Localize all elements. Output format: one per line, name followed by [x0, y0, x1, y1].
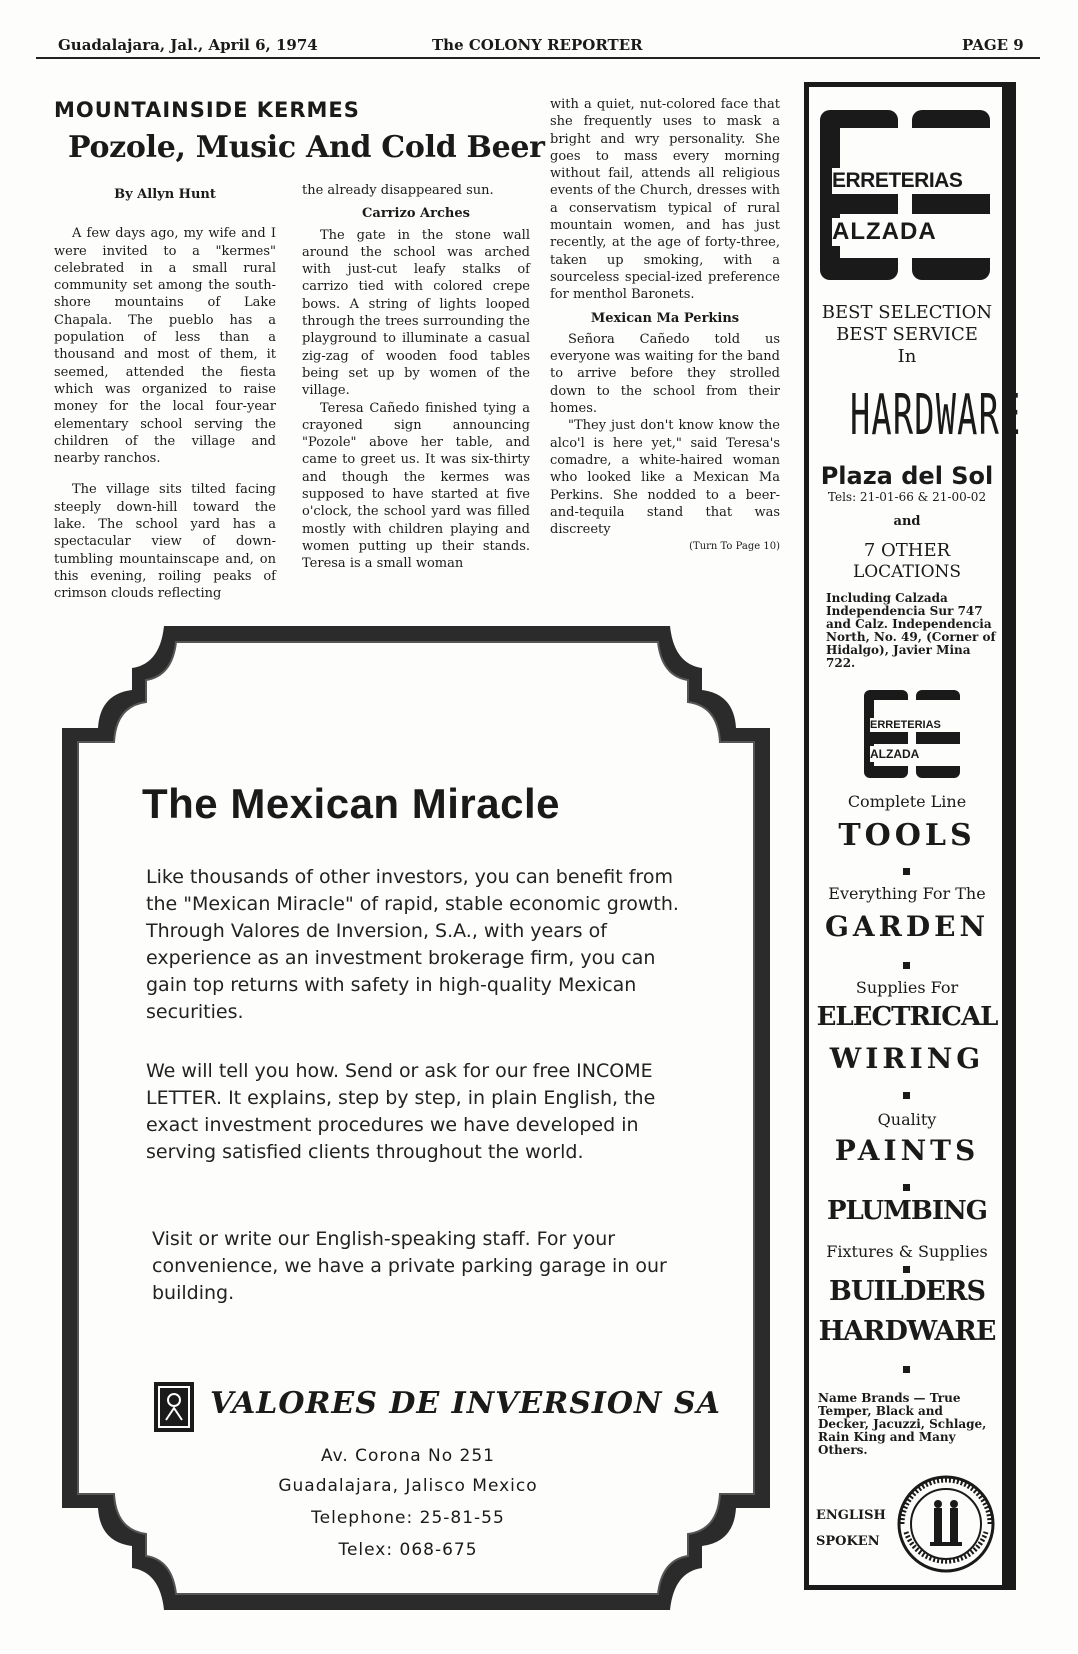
spoken-label: SPOKEN	[816, 1534, 880, 1549]
plaza-del-sol: Plaza del Sol	[820, 462, 994, 490]
paragraph: The gate in the stone wall around the school was arched with just-cut leafy stalks of carrizo tied with colored crepe bows. A string of lights looped through the trees surrounding the playground to illuminate a casual zig-zag of wooden food tables being set up by women of the village.	[302, 227, 530, 399]
logo-line-1: ERRETERIAS	[832, 168, 990, 194]
ad-telex: Telex: 068-675	[338, 1540, 478, 1560]
paragraph: "They just don't know know the alco'l is here yet," said Teresa's comadre, a white-haired woman who looked like a Mexican Ma Perkins. She nodded to a beer-and-tequila stand that was discreety	[550, 418, 780, 538]
ad-paragraph-2: We will tell you how. Send or ask for our free INCOME LETTER. It explains, step by step, in plain English, the exact investment procedures we have developed in serving satisfied clients throughout the world.	[146, 1060, 656, 1163]
best-selection: BEST SELECTION	[821, 302, 993, 323]
byline: By Allyn Hunt	[114, 187, 216, 202]
logo-line-2: ALZADA	[832, 218, 990, 246]
calzada-logo-mark-small-icon	[864, 690, 960, 778]
subhead: Mexican Ma Perkins	[590, 310, 740, 326]
ad-address-city: Guadalajara, Jalisco Mexico	[278, 1476, 538, 1496]
electrical: ELECTRICAL	[816, 1002, 998, 1032]
ferreterias-calzada-logo-small	[864, 690, 960, 778]
logo-small-line-2: ALZADA	[870, 746, 960, 762]
best-service: BEST SERVICE	[836, 324, 978, 345]
fixtures: Fixtures & Supplies	[826, 1242, 988, 1261]
article-column-1	[54, 186, 276, 603]
logo-small-line-1: ERRETERIAS	[870, 718, 960, 732]
paragraph: Señora Cañedo told us everyone was waiting for the band to arrive before they strolled down to the school from their homes.	[550, 331, 780, 417]
article-column-3	[550, 96, 780, 556]
locations-list: Including Calzada Independencia Sur 747 and Calz. Independencia North, No. 49, (Corner of Hidalgo), Javier Mina 722.	[826, 591, 996, 670]
bullet	[903, 1366, 910, 1373]
header-rule	[36, 57, 1040, 59]
ad-title: The Mexican Miracle	[142, 780, 560, 827]
dateline: Guadalajara, Jal., April 6, 1974	[58, 36, 318, 54]
and-label: and	[893, 514, 921, 529]
article-headline: Pozole, Music And Cold Beer	[68, 130, 545, 165]
bullet	[903, 1184, 910, 1191]
masthead: The COLONY REPORTER	[432, 36, 643, 54]
bullet	[903, 962, 910, 969]
quality: Quality	[877, 1110, 937, 1129]
locations-label: LOCATIONS	[852, 562, 962, 582]
brands-list: Name Brands — True Temper, Black and Decker, Jacuzzi, Schlage, Rain King and Many Others.	[818, 1391, 987, 1457]
ad-paragraph-1: Like thousands of other investors, you can benefit from the "Mexican Miracle" of rapid, stable economic growth. Through Valores de Inversion, S.A., with years of experience as an investment brokerage firm, you can gain top returns with safety in high-quality Mexican securities.	[146, 866, 679, 1023]
valores-emblem-icon	[154, 1382, 194, 1432]
wiring: WIRING	[829, 1042, 985, 1075]
calzada-logo-mark-icon	[820, 110, 990, 280]
ferreterias-calzada-logo	[820, 110, 990, 280]
garden: GARDEN	[824, 910, 990, 943]
paints: PAINTS	[834, 1134, 980, 1167]
chamber-of-commerce-seal-icon	[896, 1474, 996, 1574]
ad-address-street: Av. Corona No 251	[320, 1446, 496, 1466]
plumbing: PLUMBING	[827, 1196, 987, 1226]
paragraph: the already disappeared sun.	[302, 183, 494, 198]
bullet	[903, 1092, 910, 1099]
subhead: Carrizo Arches	[362, 206, 470, 222]
bullet	[903, 1266, 910, 1273]
supplies-for: Supplies For	[855, 978, 959, 997]
phones: Tels: 21-01-66 & 21-00-02	[827, 490, 987, 504]
article-kicker: MOUNTAINSIDE KERMES	[54, 98, 360, 122]
complete-line: Complete Line	[847, 792, 967, 811]
tools: TOOLS	[838, 818, 976, 853]
article-column-2	[302, 182, 530, 573]
everything-for: Everything For The	[828, 884, 986, 903]
hardware-word: HARDWARE	[850, 383, 1022, 448]
valores-logo-text: VALORES DE INVERSION SA	[210, 1386, 721, 1421]
ad-paragraph-3: Visit or write our English-speaking staff. For your convenience, we have a private parking garage in our building.	[152, 1228, 667, 1304]
paragraph: A few days ago, my wife and I were invited to a "kermes" celebrated in a small rural community set among the south-shore mountains of Lake Chapala. The pueblo has a population of less than a thousand and most of them, it seemed, attended the fiesta which was organized to raise money for the local four-year elementary school serving the children of the village and nearby ranchos.	[54, 226, 276, 467]
ad-telephone: Telephone: 25-81-55	[311, 1508, 505, 1528]
paragraph: Teresa Cañedo finished tying a crayoned sign announcing "Pozole" above her table, and came to greet us. It was six-thirty and though the kermes was supposed to have started at five o'clock, the school yard was filled mostly with children playing and women putting up their stands. Teresa is a small woman	[302, 400, 530, 572]
paragraph: The village sits tilted facing steeply down-hill toward the lake. The school yard has a spectacular view of down-tumbling mountainscape and, on this evening, roiling peaks of crimson clouds reflecting	[54, 482, 276, 602]
other-count: 7 OTHER	[863, 540, 951, 561]
in-label: In	[897, 346, 917, 367]
builders: BUILDERS	[829, 1276, 985, 1307]
hardware-2: HARDWARE	[818, 1316, 996, 1347]
paragraph: with a quiet, nut-colored face that she frequently uses to mask a bright and wry personality. She goes to mass every morning without fail, attends all religious events of the Church, dresses with a conservatism typical of rural mountain women, and has just recently, at the age of forty-three, taken up smoking, with a sourceless special-ized preference for menthol Baronets.	[550, 97, 780, 303]
english-label: ENGLISH	[816, 1508, 886, 1523]
bullet	[903, 868, 910, 875]
continuation-note: (Turn To Page 10)	[689, 541, 780, 553]
page-number: PAGE 9	[962, 36, 1024, 54]
